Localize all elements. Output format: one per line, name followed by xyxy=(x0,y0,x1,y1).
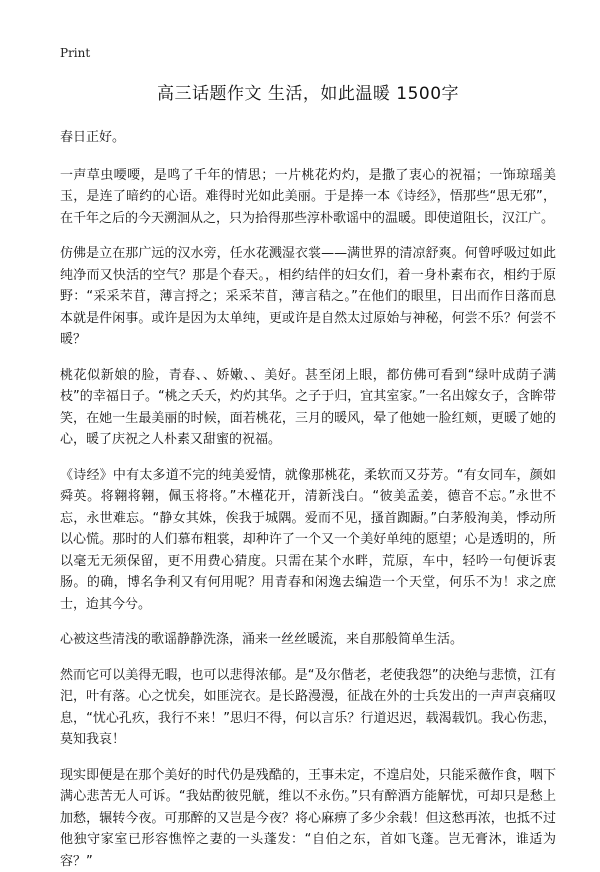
paragraph-8: 现实即便是在那个美好的时代仍是残酷的，王事未定，不遑启处，只能采薇作食，咽下满心悲苦无人可诉。“我姑酌彼兕觥，维以不永伤。”只有醉酒方能解忧，可却只是愁上加愁，辗转今夜。可那醉的又岂是今夜？将心麻痹了多少余载！但这愁再浓，也抵不过他独守家室已形容憔悴之妻的一头蓬发：“自伯之东，首如飞蓬。岂无膏沐，谁适为容？” xyxy=(60,765,556,872)
paragraph-4: 桃花似新娘的脸，青春、、娇嫩、、美好。甚至闭上眼，都仿佛可看到“绿叶成荫子满枝”的幸福日子。“桃之夭夭，灼灼其华。之子于归，宜其室家。”一名出嫁女子，含眸带笑，在她一生最美丽的时候，面若桃花，三月的暖风，晕了他她一脸红颊，更暖了她的心，暖了庆祝之人朴素又甜蜜的祝福。 xyxy=(60,365,556,451)
paragraph-7: 然而它可以美得无暇，也可以悲得浓郁。是“及尔偕老，老使我怨”的决绝与悲愤，江有汜，叶有落。心之忧矣，如匪浣衣。是长路漫漫，征战在外的士兵发出的一声声哀痛叹息，“忧心孔疚，我行不来！”思归不得，何以言乐？行道迟迟，载渴载饥。我心伤悲，莫知我哀！ xyxy=(60,665,556,751)
paragraph-1: 春日正好。 xyxy=(60,127,556,149)
paragraph-6: 心被这些清浅的歌谣静静洗涤，涌来一丝丝暖流，来自那般简单生活。 xyxy=(60,629,556,651)
print-label[interactable]: Print xyxy=(60,46,556,60)
document-title: 高三话题作文 生活，如此温暖 1500字 xyxy=(60,83,556,105)
paragraph-5: 《诗经》中有太多道不完的纯美爱情，就像那桃花，柔软而又芬芳。“有女同车，颜如舜英。将翱将翱，佩玉将将。”木槿花开，清新浅白。“彼美孟姜，德音不忘。”永世不忘，永世难忘。“静女其姝，俟我于城隅。爱而不见，搔首踟蹰。”白茅般洵美，悸动所以心慌。那时的人们慕布粗裳，却种许了一个又一个美好单纯的愿望；心是透明的，所以毫无无须保留，更不用费心猜度。只需在某个水畔，荒原，车中，轻吟一句便诉衷肠。的确，博名争利又有何用呢？用青春和闲逸去编造一个天堂，何乐不为！求之庶士，迨其今兮。 xyxy=(60,465,556,616)
paragraph-2: 一声草虫喓喓，是鸣了千年的情思；一片桃花灼灼，是撒了衷心的祝福；一饰琼瑶美玉，是连了暗约的心语。难得时光如此美丽。于是捧一本《诗经》，悟那些“思无邪”，在千年之后的今天溯洄从之，只为拾得那些淳朴歌谣中的温暖。即使道阻长，汉江广。 xyxy=(60,165,556,230)
paragraph-3: 仿佛是立在那广远的汉水旁，任水花溅湿衣裳——满世界的清凉舒爽。何曾呼吸过如此纯净而又快活的空气？那是个春天。，相约结伴的妇女们，着一身朴素布衣，相约于原野：“采采芣苜，薄言捋之；采采芣苜，薄言秸之。”在他们的眼里，日出而作日落而息本就是件闲事。或许是因为太单纯，更或许是自然太过原始与神秘，何尝不乐？何尝不暖？ xyxy=(60,243,556,351)
